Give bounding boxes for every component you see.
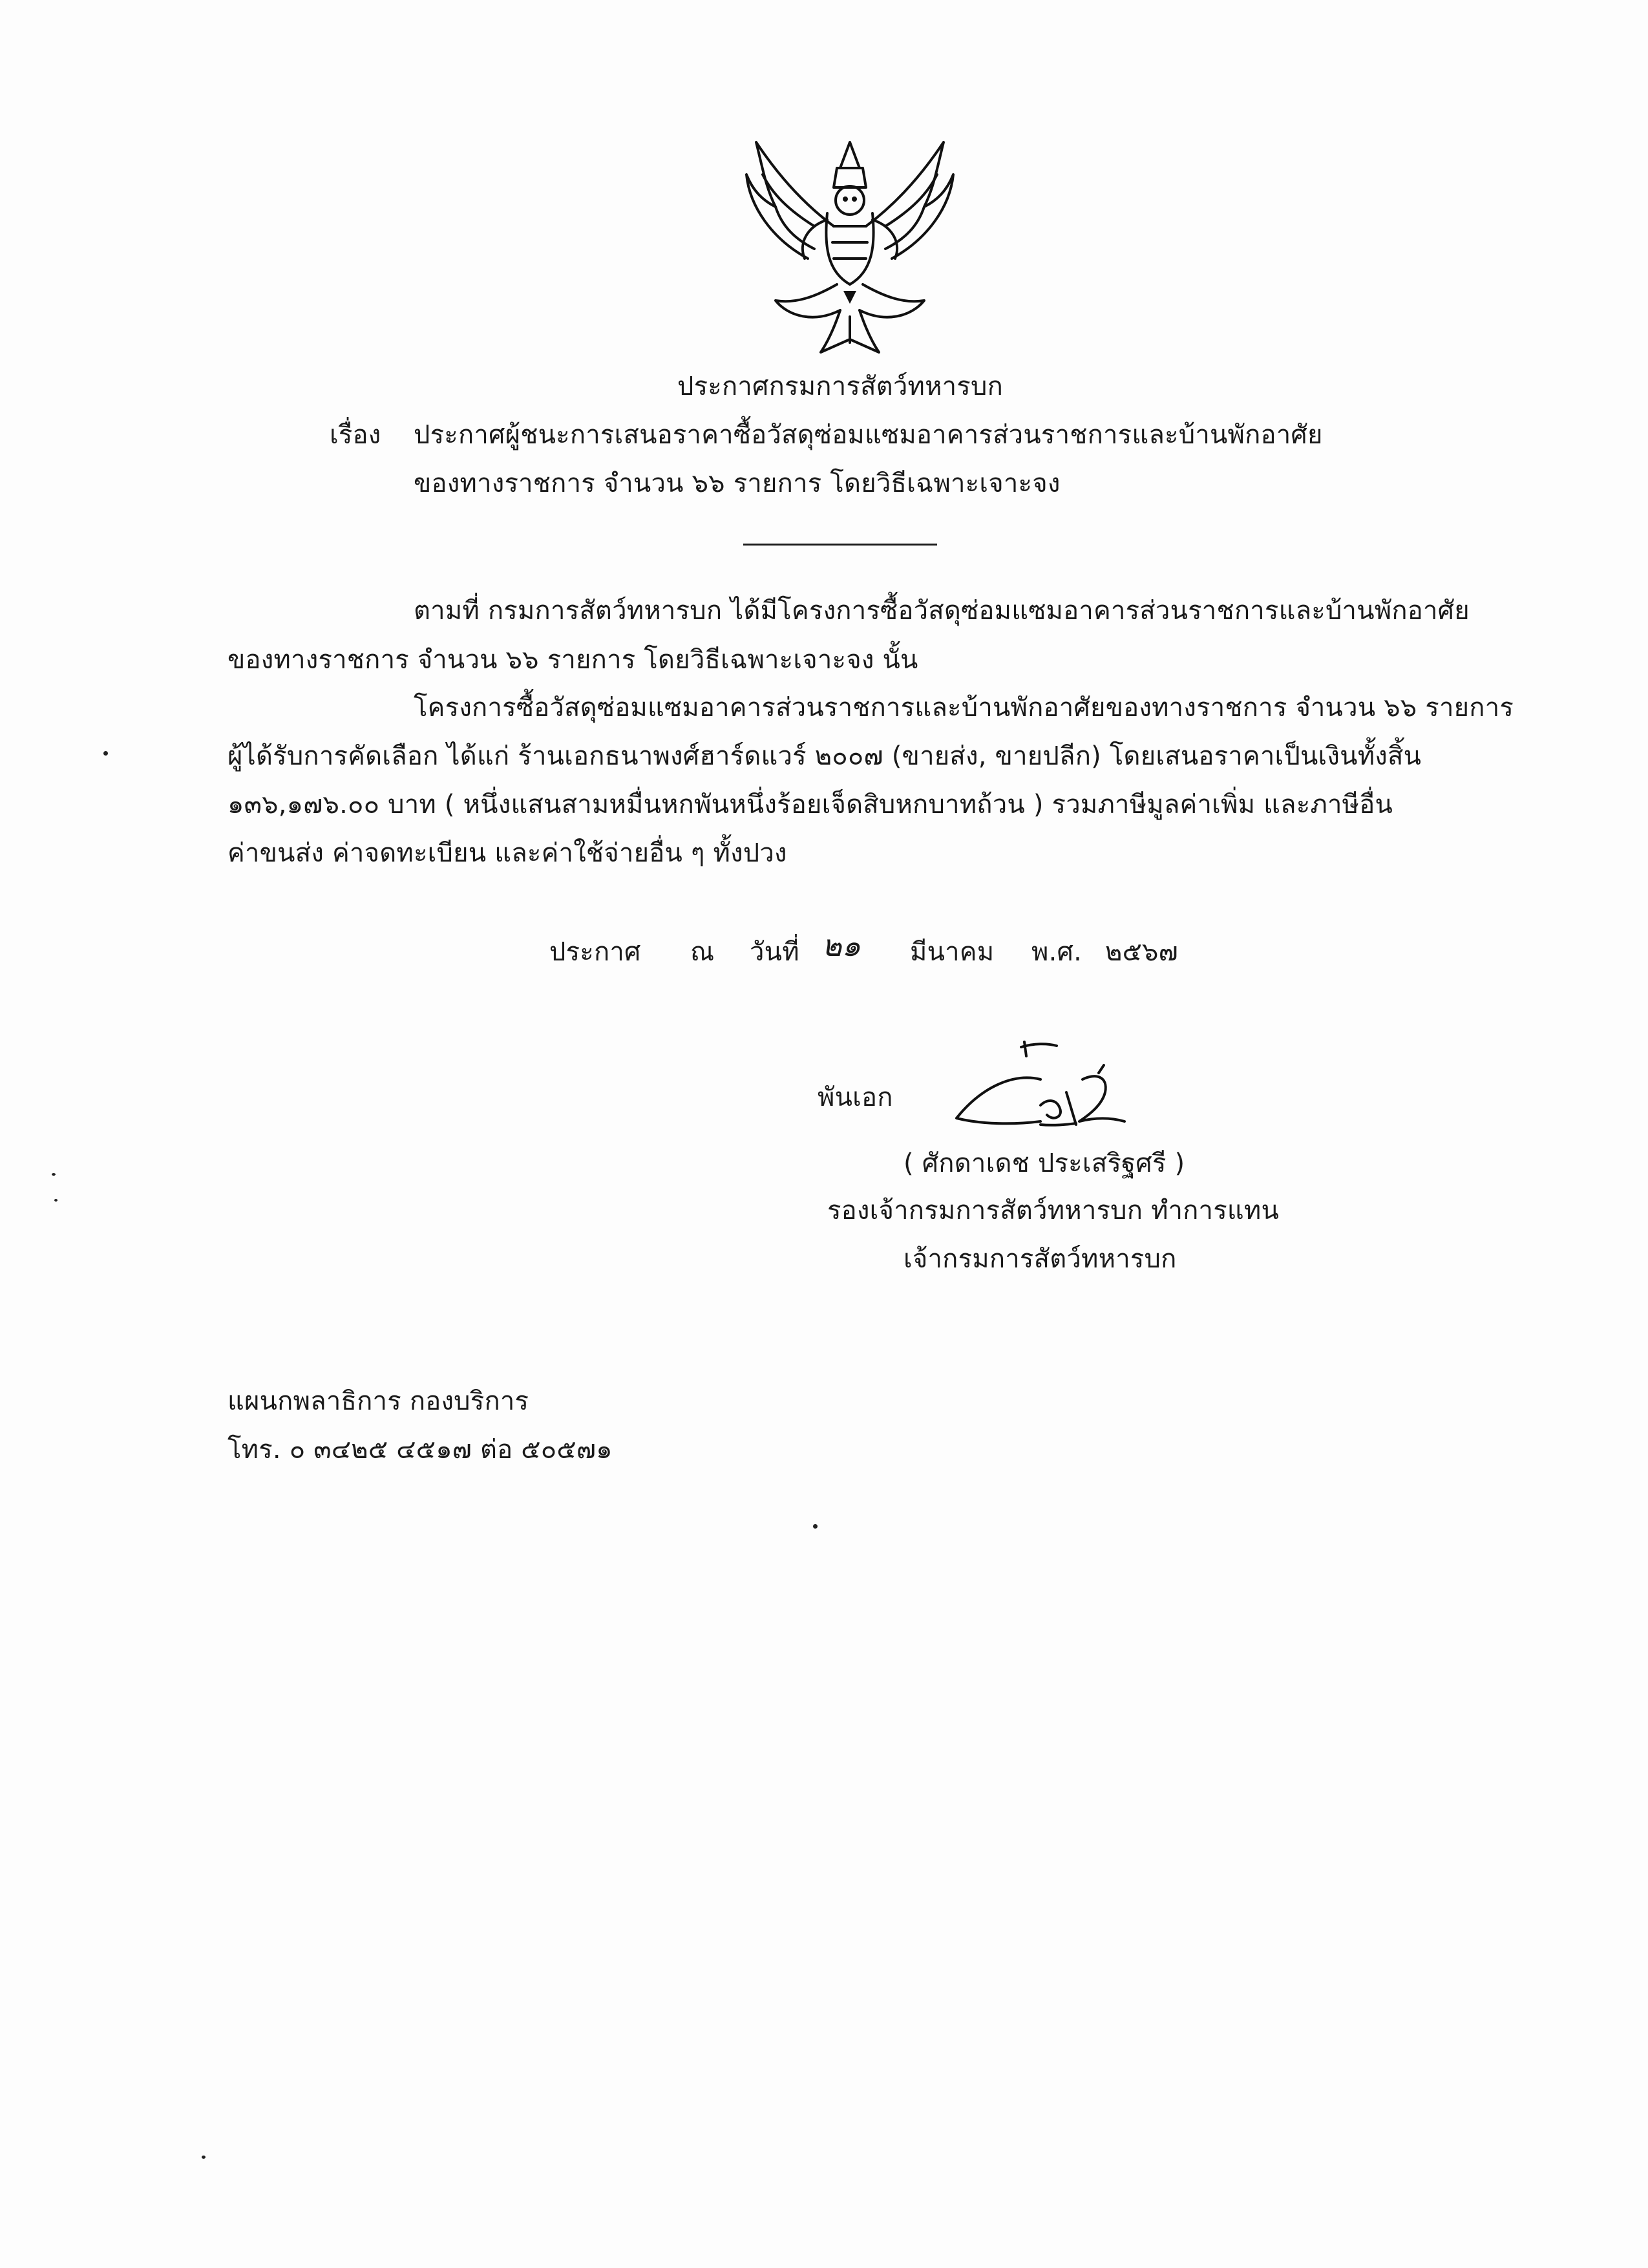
date-era: พ.ศ. — [1031, 937, 1082, 967]
signer-position-line-2: เจ้ากรมการสัตว์ทหารบก — [903, 1244, 1177, 1274]
paragraph-1-line-1: ตามที่ กรมการสัตว์ทหารบก ได้มีโครงการซื้อวัสดุซ่อมแซมอาคารส่วนราชการและบ้านพักอาศัย — [414, 596, 1470, 626]
signer-position-line-1: รองเจ้ากรมการสัตว์ทหารบก ทำการแทน — [827, 1196, 1279, 1225]
subject-line-2: ของทางราชการ จำนวน ๖๖ รายการ โดยวิธีเฉพาะเจาะจง — [414, 469, 1061, 498]
scan-speck — [202, 2156, 206, 2159]
handwritten-signature — [944, 1034, 1163, 1150]
scan-speck — [813, 1524, 818, 1529]
scan-speck — [103, 751, 108, 756]
footer-phone: โทร. ๐ ๓๔๒๕ ๔๕๑๗ ต่อ ๕๐๕๗๑ — [227, 1435, 613, 1465]
date-day: ๒๑ — [822, 928, 861, 963]
paragraph-2-line-2: ผู้ได้รับการคัดเลือก ได้แก่ ร้านเอกธนาพงศ์ฮาร์ดแวร์ ๒๐๐๗ (ขายส่ง, ขายปลีก) โดยเสนอราคาเป็นเงินทั้งสิ้น — [227, 741, 1422, 771]
date-month: มีนาคม — [910, 937, 995, 967]
date-year: ๒๕๖๗ — [1105, 937, 1178, 967]
paragraph-2-line-4: ค่าขนส่ง ค่าจดทะเบียน และค่าใช้จ่ายอื่น ๆ ทั้งปวง — [227, 838, 787, 868]
subject-line-1: ประกาศผู้ชนะการเสนอราคาซื้อวัสดุซ่อมแซมอาคารส่วนราชการและบ้านพักอาศัย — [414, 420, 1323, 450]
scan-speck — [54, 1199, 58, 1202]
subject-label: เรื่อง — [330, 420, 381, 450]
signer-rank: พันเอก — [818, 1083, 893, 1112]
date-prefix: ประกาศ — [549, 937, 641, 967]
date-day-label: วันที่ — [750, 937, 799, 967]
scan-speck — [52, 1173, 56, 1176]
document-title: ประกาศกรมการสัตว์ทหารบก — [677, 372, 1004, 401]
paragraph-1-line-2: ของทางราชการ จำนวน ๖๖ รายการ โดยวิธีเฉพาะเจาะจง นั้น — [227, 645, 918, 675]
garuda-emblem-icon — [737, 129, 963, 362]
paragraph-2-line-1: โครงการซื้อวัสดุซ่อมแซมอาคารส่วนราชการและบ้านพักอาศัยของทางราชการ จำนวน ๖๖ รายการ — [414, 693, 1514, 723]
header-divider — [743, 544, 937, 546]
date-at: ณ — [690, 937, 715, 967]
footer-office: แผนกพลาธิการ กองบริการ — [227, 1386, 529, 1416]
signer-name: ( ศักดาเดช ประเสริฐศรี ) — [903, 1149, 1185, 1178]
paragraph-2-line-3: ๑๓๖,๑๗๖.๐๐ บาท ( หนึ่งแสนสามหมื่นหกพันหนึ่งร้อยเจ็ดสิบหกบาทถ้วน ) รวมภาษีมูลค่าเพิ่ม และภาษีอื่น — [227, 790, 1393, 820]
